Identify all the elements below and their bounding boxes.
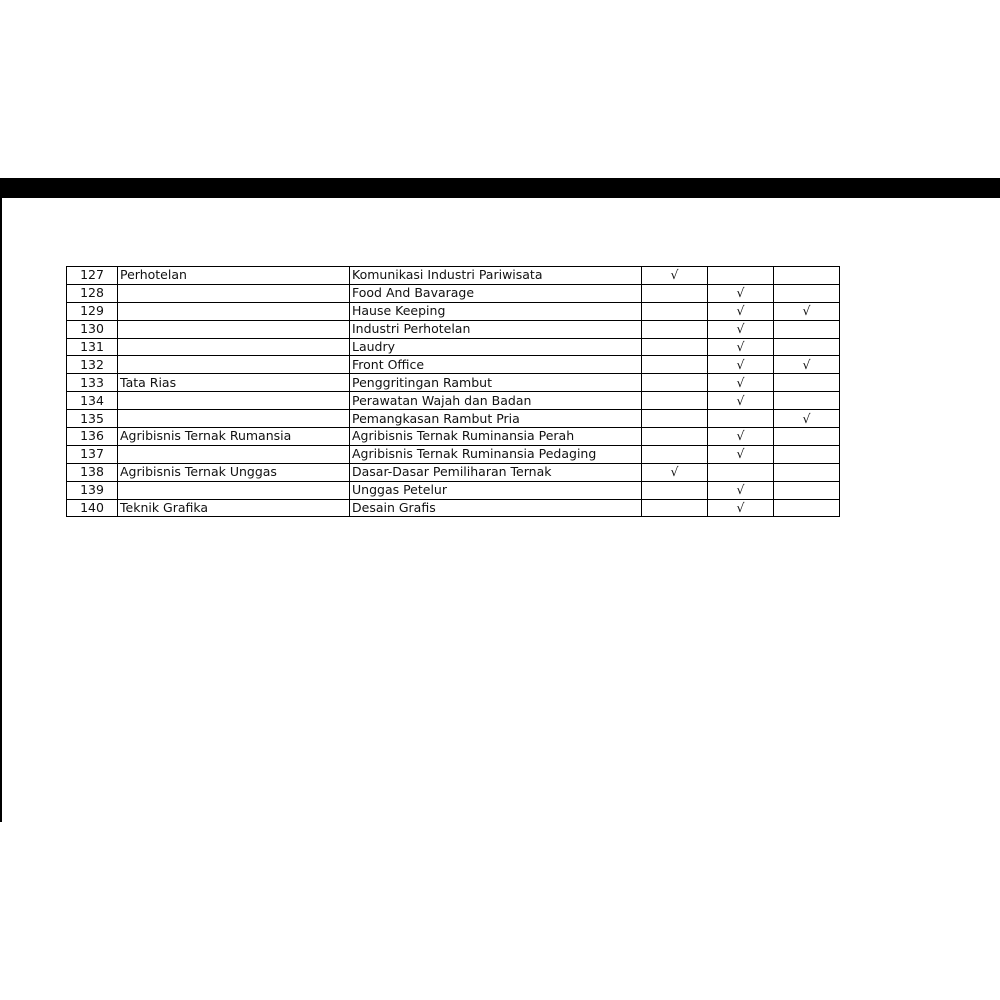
- program-cell: [118, 481, 350, 499]
- check-cell-2: √: [708, 320, 774, 338]
- competency-cell: Food And Bavarage: [350, 284, 642, 302]
- program-cell: Perhotelan: [118, 267, 350, 285]
- check-cell-3: [774, 428, 840, 446]
- check-cell-3: √: [774, 410, 840, 428]
- check-cell-2: √: [708, 445, 774, 463]
- table-row: [67, 392, 840, 410]
- row-number-cell: 136: [67, 428, 118, 446]
- check-cell-2: [708, 410, 774, 428]
- row-number-cell: 132: [67, 356, 118, 374]
- competency-cell: Industri Perhotelan: [350, 320, 642, 338]
- check-cell-1: [642, 481, 708, 499]
- row-number-cell: 131: [67, 338, 118, 356]
- competency-cell: Perawatan Wajah dan Badan: [350, 392, 642, 410]
- program-cell: [118, 284, 350, 302]
- check-cell-3: [774, 320, 840, 338]
- check-cell-3: [774, 463, 840, 481]
- competency-cell: Penggritingan Rambut: [350, 374, 642, 392]
- check-cell-3: [774, 284, 840, 302]
- table-row: [67, 284, 840, 302]
- program-cell: [118, 392, 350, 410]
- row-number-cell: 130: [67, 320, 118, 338]
- check-cell-2: √: [708, 428, 774, 446]
- check-cell-1: [642, 356, 708, 374]
- table-row: [67, 356, 840, 374]
- program-cell: [118, 410, 350, 428]
- table-row: [67, 302, 840, 320]
- check-cell-2: √: [708, 338, 774, 356]
- table-row: [67, 445, 840, 463]
- program-cell: Teknik Grafika: [118, 499, 350, 517]
- competency-cell: Hause Keeping: [350, 302, 642, 320]
- competency-cell: Front Office: [350, 356, 642, 374]
- table-row: [67, 374, 840, 392]
- check-cell-1: [642, 284, 708, 302]
- check-cell-2: [708, 463, 774, 481]
- check-cell-1: [642, 499, 708, 517]
- check-cell-3: [774, 481, 840, 499]
- check-cell-2: √: [708, 284, 774, 302]
- check-cell-1: [642, 320, 708, 338]
- check-cell-1: [642, 374, 708, 392]
- table-row: [67, 481, 840, 499]
- row-number-cell: 133: [67, 374, 118, 392]
- row-number-cell: 140: [67, 499, 118, 517]
- check-cell-1: √: [642, 463, 708, 481]
- check-cell-3: [774, 338, 840, 356]
- competency-cell: Agribisnis Ternak Ruminansia Perah: [350, 428, 642, 446]
- check-cell-1: [642, 410, 708, 428]
- competency-cell: Agribisnis Ternak Ruminansia Pedaging: [350, 445, 642, 463]
- table-row: [67, 428, 840, 446]
- competency-cell: Dasar-Dasar Pemiliharan Ternak: [350, 463, 642, 481]
- competency-cell: Unggas Petelur: [350, 481, 642, 499]
- check-cell-1: [642, 392, 708, 410]
- row-number-cell: 135: [67, 410, 118, 428]
- program-cell: Agribisnis Ternak Unggas: [118, 463, 350, 481]
- row-number-cell: 129: [67, 302, 118, 320]
- competency-cell: Laudry: [350, 338, 642, 356]
- check-cell-1: [642, 428, 708, 446]
- program-cell: [118, 302, 350, 320]
- check-cell-3: [774, 445, 840, 463]
- competency-cell: Pemangkasan Rambut Pria: [350, 410, 642, 428]
- competency-cell: Desain Grafis: [350, 499, 642, 517]
- row-number-cell: 138: [67, 463, 118, 481]
- check-cell-1: [642, 302, 708, 320]
- program-cell: Tata Rias: [118, 374, 350, 392]
- row-number-cell: 139: [67, 481, 118, 499]
- check-cell-3: √: [774, 302, 840, 320]
- top-border-bar: [0, 178, 1000, 198]
- program-cell: Agribisnis Ternak Rumansia: [118, 428, 350, 446]
- table-row: [67, 267, 840, 285]
- program-cell: [118, 320, 350, 338]
- left-border-line: [0, 178, 2, 822]
- table-row: [67, 320, 840, 338]
- check-cell-1: [642, 445, 708, 463]
- program-cell: [118, 338, 350, 356]
- check-cell-2: √: [708, 392, 774, 410]
- check-cell-2: √: [708, 499, 774, 517]
- check-cell-2: √: [708, 302, 774, 320]
- check-cell-3: [774, 374, 840, 392]
- check-cell-3: [774, 499, 840, 517]
- check-cell-2: [708, 267, 774, 285]
- table-body: [67, 267, 840, 517]
- check-cell-3: [774, 392, 840, 410]
- check-cell-1: √: [642, 267, 708, 285]
- table-row: [67, 499, 840, 517]
- row-number-cell: 128: [67, 284, 118, 302]
- row-number-cell: 137: [67, 445, 118, 463]
- program-cell: [118, 445, 350, 463]
- check-cell-1: [642, 338, 708, 356]
- row-number-cell: 127: [67, 267, 118, 285]
- table-row: [67, 410, 840, 428]
- check-cell-2: √: [708, 374, 774, 392]
- program-cell: [118, 356, 350, 374]
- table-row: [67, 463, 840, 481]
- check-cell-2: √: [708, 481, 774, 499]
- table-row: [67, 338, 840, 356]
- check-cell-3: √: [774, 356, 840, 374]
- competency-table: [66, 266, 840, 517]
- row-number-cell: 134: [67, 392, 118, 410]
- check-cell-2: √: [708, 356, 774, 374]
- competency-cell: Komunikasi Industri Pariwisata: [350, 267, 642, 285]
- check-cell-3: [774, 267, 840, 285]
